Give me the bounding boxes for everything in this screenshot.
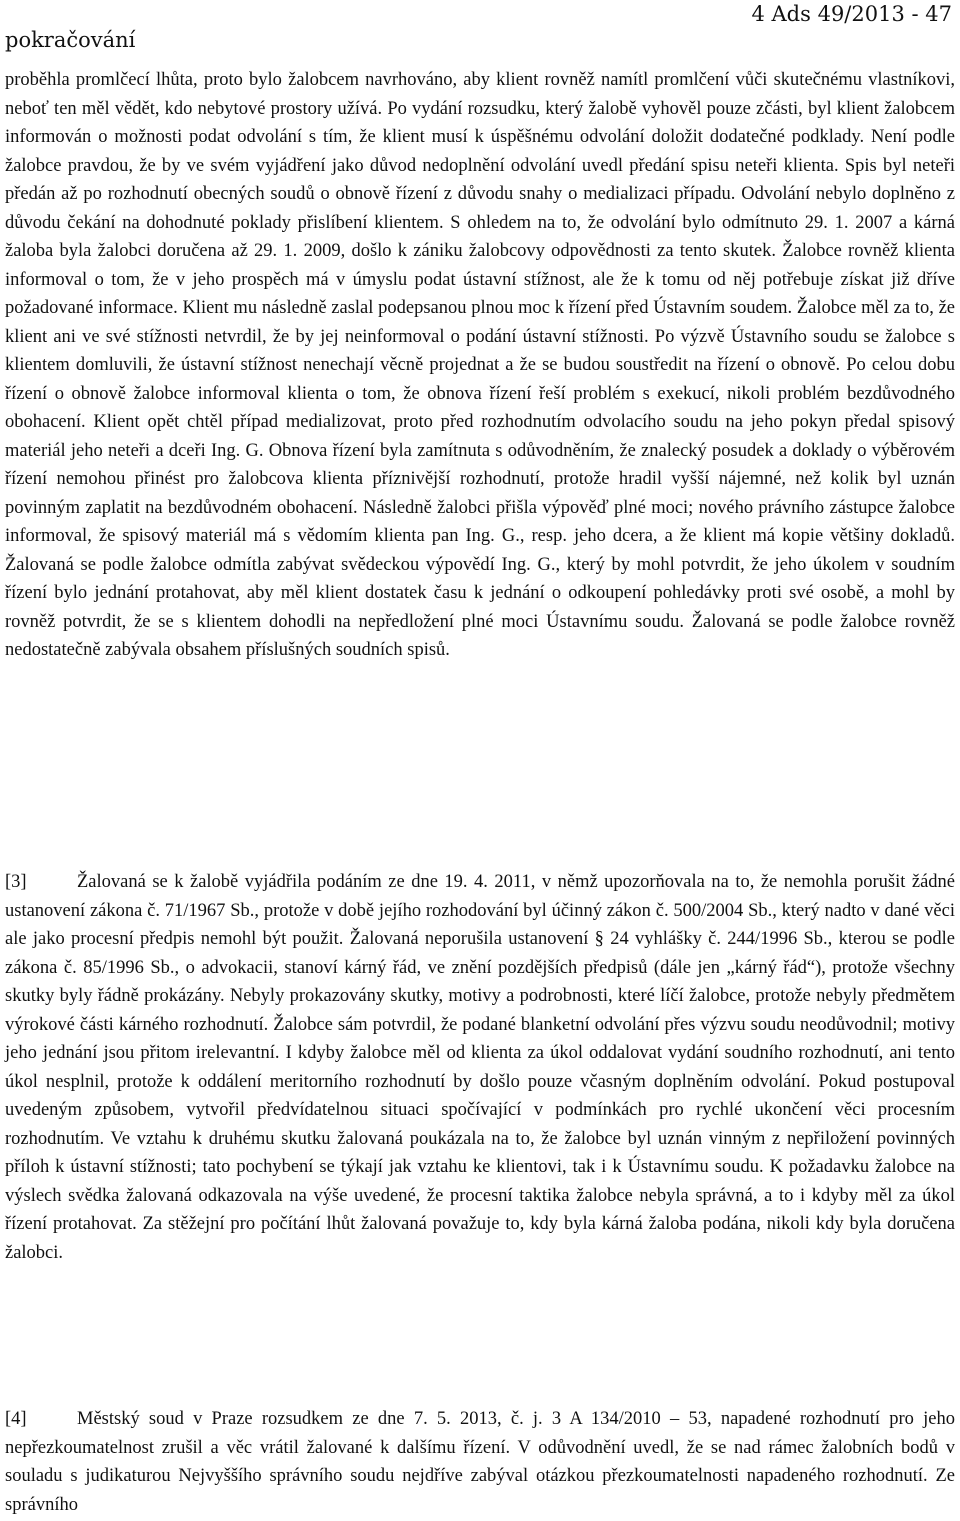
paragraph-number: [3] [5,872,27,892]
continuation-label: pokračování [5,28,136,52]
paragraph-continuation [5,66,955,665]
paragraph-4 [5,1405,955,1519]
paragraph-number: [4] [5,1409,27,1429]
paragraph-text: Žalovaná se k žalobě vyjádřila podáním ze dne 19. 4. 2011, v němž upozorňovala na to, že nemohla porušit žádné ustanovení zákona č. 71/1967 Sb., protože v době jejího rozhodování byl účinný zákon č. 500/2004 Sb., který nadto v dané věci ale jako procesní předpis nemohl být použit. Žalovaná neporušila ustanovení § 24 vyhlášky č. 244/1996 Sb., kterou se podle zákona č. 85/1996 Sb., o advokacii, stanoví kárný řád, ve znění pozdějších předpisů (dále jen „kárný řád“), protože všechny skutky byly řádně prokázány. Nebyly prokazovány skutky, motivy a podrobnosti, které líčí žalobce, protože nebyly předmětem výrokové části kárného rozhodnutí. Žalobce sám potvrdil, že podané blanketní odvolání přes výzvu soudu neodůvodnil; motivy jeho jednání jsou přitom irelevantní. I kdyby žalobce měl od klienta za úkol oddalovat vydání soudního rozhodnutí, ani tento úkol nesplnil, protože k oddálení meritorního rozhodnutí by došlo pouze včasným doplněním odvolání. Pokud postupoval uvedeným způsobem, vytvořil předvídatelnou situaci spočívající v podmínkách pro rychlé ukončení věci procesním rozhodnutím. Ve vztahu k druhému skutku žalovaná poukázala na to, že žalobce byl uznán vinným z nepřiložení povinných příloh k ústavní stížnosti; tato pochybení se týkají jak vztahu ke klientovi, tak i k Ústavnímu soudu. K požadavku žalobce na výslech svědka žalovaná odkazovala na výše uvedené, že procesní taktika žalobce nebyla správná, a to i kdyby měl za úkol řízení protahovat. Za stěžejní pro počítání lhůt žalovaná považuje to, kdy byla kárná žaloba podána, nikoli kdy byla doručena žalobci. [5,872,955,1263]
case-number: 4 Ads 49/2013 - 47 [751,2,952,26]
paragraph-text: proběhla promlčecí lhůta, proto bylo žalobcem navrhováno, aby klient rovněž namítl promlčení vůči skutečnému vlastníkovi, neboť ten měl vědět, kdo nebytové prostory užívá. Po vydání rozsudku, který žalobě vyhověl pouze zčásti, byl klient žalobcem informován o možnosti podat odvolání s tím, že klient musí k úspěšnému odvolání doložit dodatečné podklady. Není podle žalobce pravdou, že by ve svém vyjádření jako důvod nedoplnění odvolání uvedl předání spisu neteři klienta. Spis byl neteři předán až po rozhodnutí obecných soudů o obnově řízení z důvodu snahy o medializaci případu. Odvolání nebylo doplněno z důvodu čekání na dohodnuté poklady přislíbení klientem. S ohledem na to, že odvolání bylo odmítnuto 29. 1. 2007 a kárná žaloba byla žalobci doručena až 29. 1. 2009, došlo k zániku žalobcovy odpovědnosti za tento skutek. Žalobce rovněž klienta informoval o tom, že v jeho prospěch má v úmyslu podat ústavní stížnost, ale že k tomu od něj potřebuje získat již dříve požadované informace. Klient mu následně zaslal podepsanou plnou moc k řízení před Ústavním soudem. Žalobce měl za to, že klient ani ve své stížnosti netvrdil, že by jej neinformoval o podání ústavní stížnosti. Po výzvě Ústavního soudu se žalobce s klientem domluvili, že ústavní stížnost nenechají věcně projednat a že se budou soustředit na řízení o obnově. Po celou dobu řízení o obnově žalobce informoval klienta o tom, že obnova řízení řeší problém s exekucí, nikoli problém bezdůvodného obohacení. Klient opět chtěl případ medializovat, proto před rozhodnutím odvolacího soudu na jeho pokyn předal spisový materiál jeho neteři a dceři Ing. G. Obnova řízení byla zamítnuta s odůvodněním, že znalecký posudek a doklady o výběrovém řízení nemohou přinést pro žalobcova klienta příznivější rozhodnutí, protože hradil vyšší nájemné, než kolik byl uznán povinným zaplatit na bezdůvodném obohacení. Následně žalobci přišla výpověď plné moci; nového právního zástupce žalobce informoval, že spisový materiál má s vědomím klienta pan Ing. G., resp. jeho dcera, a že klient má kopie většiny dokladů. Žalovaná se podle žalobce odmítla zabývat svědeckou výpovědí Ing. G., který by mohl potvrdit, že jeho úkolem v soudním řízení bylo jednání protahovat, aby měl klient dostatek času k jednání o odkoupení pohledávky proti své osobě, a mohl by rovněž potvrdit, že se s klientem dohodli na nepředložení plné moci Ústavnímu soudu. Žalovaná se podle žalobce rovněž nedostatečně zabývala obsahem příslušných soudních spisů. [5,70,955,660]
paragraph-3 [5,868,955,1267]
paragraph-text: Městský soud v Praze rozsudkem ze dne 7. 5. 2013, č. j. 3 A 134/2010 – 53, napadené rozhodnutí pro jeho nepřezkoumatelnost zrušil a věc vrátil žalované k dalšímu řízení. V odůvodnění uvedl, že se nad rámec žalobních bodů v souladu s judikaturou Nejvyššího správního soudu nejdříve zabýval otázkou přezkoumatelnosti napadeného rozhodnutí. Ze správního [5,1409,955,1515]
